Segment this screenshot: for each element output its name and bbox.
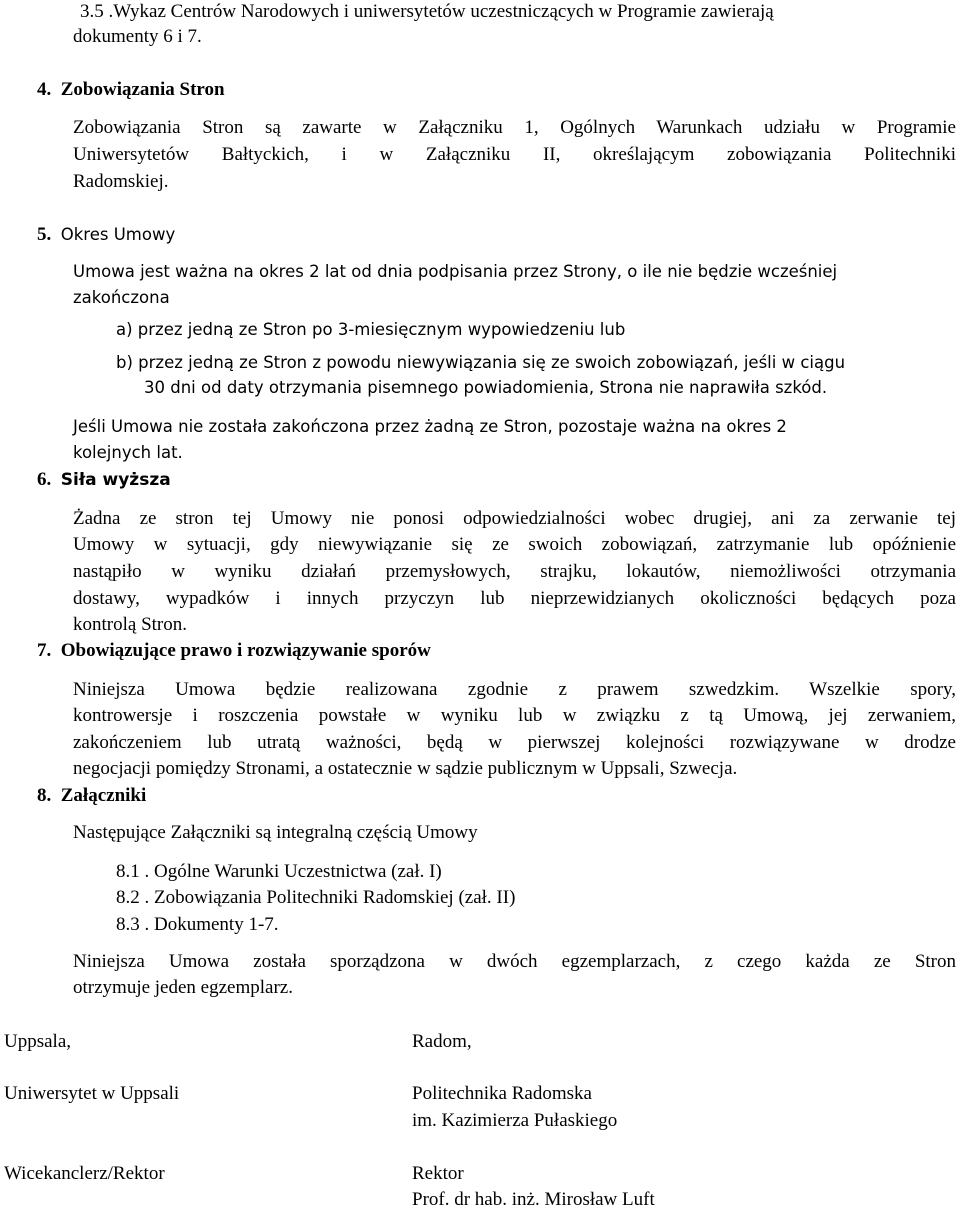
section-6-line: nastąpiło w wyniku działań przemysłowych, strajku, lokautów, niemożliwości otrzymania <box>73 561 956 582</box>
section-7-line: Niniejsza Umowa będzie realizowana zgodnie z prawem szwedzkim. Wszelkie spory, <box>73 679 956 700</box>
section-8-heading <box>37 785 146 807</box>
section-6-heading <box>37 469 171 491</box>
section-5-intro-line: Umowa jest ważna na okres 2 lat od dnia podpisania przez Strony, o ile nie będzie wcześniej <box>73 262 838 281</box>
signature-right-place: Radom, <box>412 1031 472 1052</box>
section-7-heading <box>37 640 431 662</box>
signature-left-role: Wicekanclerz/Rektor <box>4 1163 165 1184</box>
section-4-line: Radomskiej. <box>73 171 169 192</box>
copies-line: Niniejsza Umowa została sporządzona w dwóch egzemplarzach, z czego każda ze Stron <box>73 951 956 972</box>
section-7-line: zakończeniem lub utratą ważności, będą w pierwszej kolejności rozwiązywane w drodze <box>73 732 956 753</box>
section-5-item-b-line1: b) przez jedną ze Stron z powodu niewywiązania się ze swoich zobowiązań, jeśli w ciągu <box>116 353 846 372</box>
section-4-line: Uniwersytetów Bałtyckich, i w Załączniku II, określającym zobowiązania Politechniki <box>73 144 956 165</box>
copies-line: otrzymuje jeden egzemplarz. <box>73 977 293 998</box>
section-6-line: Umowy w sytuacji, gdy niewywiązanie się ze swoich zobowiązań, zatrzymanie lub opóźnienie <box>73 534 956 555</box>
section-5-item-b-line2: 30 dni od daty otrzymania pisemnego powiadomienia, Strona nie naprawiła szkód. <box>144 378 828 397</box>
section-5-intro-line: zakończona <box>73 288 170 307</box>
signature-left-institution: Uniwersytet w Uppsali <box>4 1083 180 1104</box>
section-5-title: Okres Umowy <box>60 225 176 244</box>
section-4-heading <box>37 79 225 101</box>
section-5-heading <box>37 224 175 246</box>
signature-right-name: Prof. dr hab. inż. Mirosław Luft <box>412 1189 655 1210</box>
section-7-title: Obowiązujące prawo i rozwiązywanie sporów <box>60 640 431 661</box>
section-5-number: 5. <box>37 224 52 245</box>
section-7-line: negocjacji pomiędzy Stronami, a ostatecznie w sądzie publicznym w Uppsali, Szwecja. <box>73 758 738 779</box>
section-4-title: Zobowiązania Stron <box>60 79 225 100</box>
item-3-5-line1: 3.5 .Wykaz Centrów Narodowych i uniwersytetów uczestniczących w Programie zawierają <box>80 1 774 22</box>
section-8-number: 8. <box>37 785 52 806</box>
section-8-intro: Następujące Załączniki są integralną częścią Umowy <box>73 822 478 843</box>
section-5-item-a: a) przez jedną ze Stron po 3-miesięcznym wypowiedzeniu lub <box>116 320 626 339</box>
section-6-line: dostawy, wypadków i innych przyczyn lub nieprzewidzianych okoliczności będących poza <box>73 588 956 609</box>
section-6-line: kontrolą Stron. <box>73 614 187 635</box>
signature-right-role: Rektor <box>412 1163 464 1184</box>
signature-right-institution-line2: im. Kazimierza Pułaskiego <box>412 1110 618 1131</box>
section-6-title: Siła wyższa <box>60 470 171 490</box>
section-6-line: Żadna ze stron tej Umowy nie ponosi odpowiedzialności wobec drugiej, ani za zerwanie tej <box>73 508 956 529</box>
section-7-line: kontrowersje i roszczenia powstałe w wyniku lub w związku z tą Umową, jej zerwaniem, <box>73 705 956 726</box>
section-5-closing-line: kolejnych lat. <box>73 443 183 462</box>
section-4-line: Zobowiązania Stron są zawarte w Załączniku 1, Ogólnych Warunkach udziału w Programie <box>73 117 956 138</box>
section-4-number: 4. <box>37 79 52 100</box>
section-8-title: Załączniki <box>60 785 147 806</box>
attachment-item: 8.2 . Zobowiązania Politechniki Radomskiej (zał. II) <box>116 887 516 908</box>
signature-left-place: Uppsala, <box>4 1031 72 1052</box>
section-7-number: 7. <box>37 640 52 661</box>
signature-right-institution-line1: Politechnika Radomska <box>412 1083 592 1104</box>
section-5-closing-line: Jeśli Umowa nie została zakończona przez żadną ze Stron, pozostaje ważna na okres 2 <box>73 417 787 436</box>
item-3-5-line2: dokumenty 6 i 7. <box>73 26 202 47</box>
attachment-item: 8.1 . Ogólne Warunki Uczestnictwa (zał. I) <box>116 861 442 882</box>
section-6-number: 6. <box>37 469 52 490</box>
attachment-item: 8.3 . Dokumenty 1-7. <box>116 914 279 935</box>
